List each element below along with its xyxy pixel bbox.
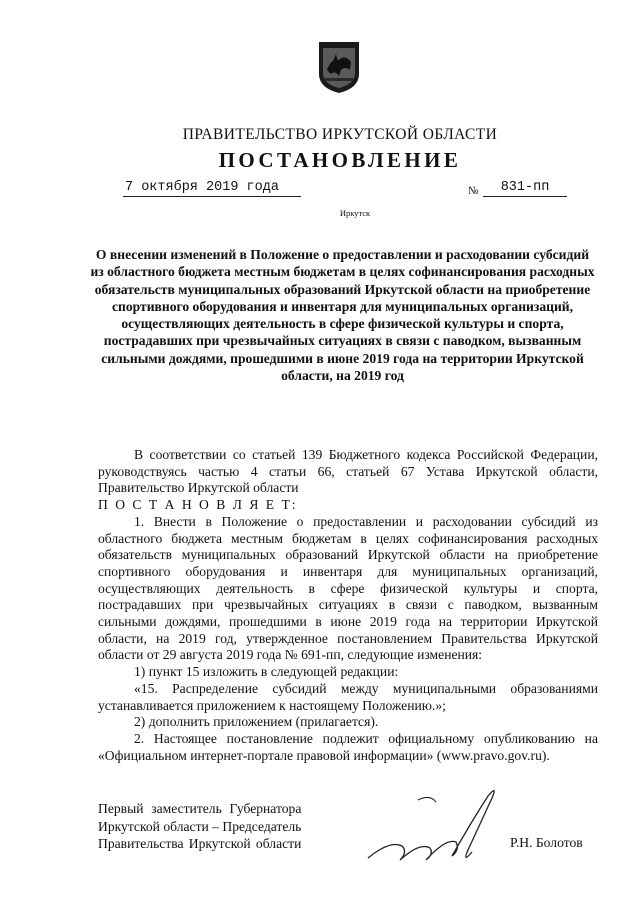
document-date: 7 октября 2019 года (123, 180, 301, 195)
document-number: 831-пп (483, 180, 567, 197)
paragraph-1-item-2: 2) дополнить приложением (прилагается). (134, 714, 379, 730)
signatory-name: Р.Н. Болотов (510, 835, 583, 850)
paragraph-1-item-1: 1) пункт 15 изложить в следующей редакции: (134, 664, 399, 680)
paragraph-1: 1. Внести в Положение о предоставлении и расходовании субсидий из областного бюджета местным бюджетам в целях софинансирования расходных обязательств муниципальных образований Иркутской области на приобретение спортивного оборудования и инвентаря для муниципальных организаций, осуществляющих деятельность в сфере физической культуры и спорта, пострадавших при чрезвычайных ситуациях в связи с паводком, вызванным сильными дождями, прошедшими в июне 2019 года на территории Иркутской области, на 2019 год, утвержденное постановлением Правительства Иркутской области от 29 августа 2019 года № 691-пп, следующие изменения: (98, 513, 598, 663)
city: Иркутск (339, 208, 371, 218)
signatory-block (98, 800, 301, 853)
handwritten-signature (360, 780, 510, 870)
document-type: ПОСТАНОВЛЕНИЕ (218, 148, 462, 172)
decrees-label: П О С Т А Н О В Л Я Е Т: (98, 497, 298, 513)
document-heading: О внесении изменений в Положение о предоставлении и расходовании субсидий из областного бюджета местным бюджетам в целях софинансирования расходных обязательств муниципальных образований Иркутской области на приобретение спортивного оборудования и инвентаря для муниципальных организаций, осуществляющих деятельность в сфере физической культуры и спорта, пострадавших при чрезвычайных ситуациях в связи с паводком, вызванным сильными дождями, прошедшими в июне 2019 года на территории Иркутской области, на 2019 год (90, 247, 595, 384)
number-label: № (468, 185, 479, 197)
signatory-line-2: Иркутской области – Председатель (98, 818, 302, 834)
document-body (98, 447, 598, 764)
paragraph-2: 2. Настоящее постановление подлежит официальному опубликованию на «Официальном интернет-портале правовой информации» (www.pravo.gov.ru). (98, 730, 598, 763)
coat-of-arms-emblem (317, 40, 361, 94)
government-name: ПРАВИТЕЛЬСТВО ИРКУТСКОЙ ОБЛАСТИ (182, 126, 498, 143)
paragraph-1-item-1-text: «15. Распределение субсидий между муниципальными образованиями устанавливается приложением к настоящему Положению.»; (98, 680, 598, 713)
preamble: В соответствии со статьей 139 Бюджетного кодекса Российской Федерации, руководствуясь частью 4 статьи 66, статьей 67 Устава Иркутской области, Правительство Иркутской области (98, 447, 598, 496)
signatory-line-3: Правительства Иркутской области (98, 836, 302, 851)
signatory-line-1: Первый заместитель Губернатора (98, 801, 302, 816)
